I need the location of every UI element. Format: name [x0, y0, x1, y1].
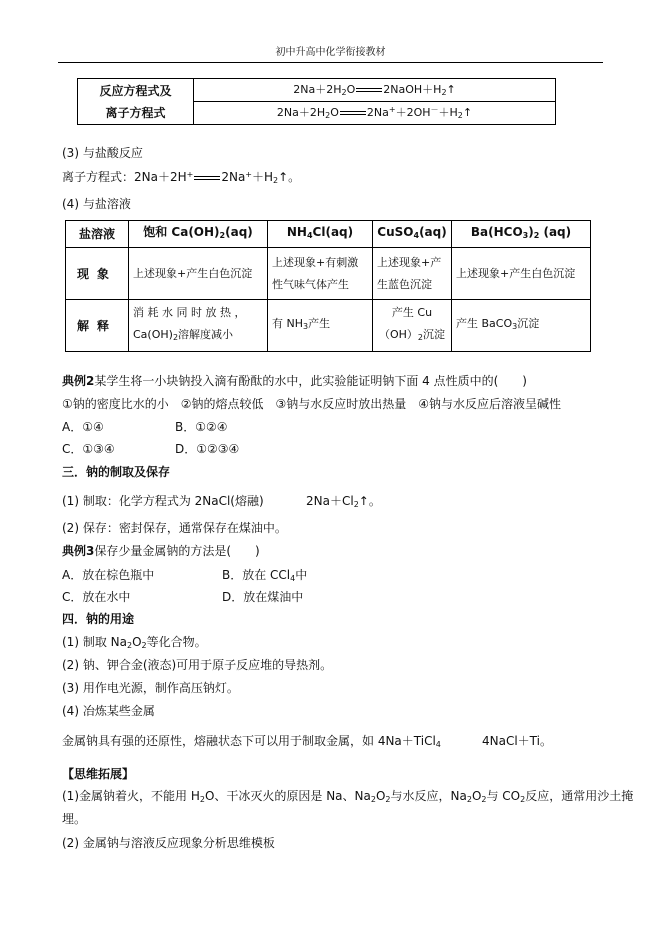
think-item-1-cont: 埋。: [62, 812, 87, 826]
col-header-bahco3: Ba(HCO3)2 (aq): [452, 221, 591, 248]
row-header-line1: 反应方程式及: [99, 83, 172, 98]
section-prep-heading: 三．钠的制取及保存: [62, 465, 171, 479]
storage-text: (2) 保存：密封保存，通常保存在煤油中。: [62, 521, 287, 535]
page-header-title: 初中升高中化学衔接教材: [275, 47, 386, 58]
row-header-phenomenon: 现象: [66, 248, 129, 300]
header-divider: [58, 62, 603, 63]
metal-reduction-text: 金属钠具有强的还原性，熔融状态下可以用于制取金属，如 4Na＋TiCl4: [62, 734, 441, 749]
col-header-cuso4: CuSO4(aq): [373, 221, 452, 248]
equation-table: [77, 78, 556, 125]
cell-phenomenon-cuso4: 上述现象+产 生蓝色沉淀: [373, 248, 452, 300]
metal-reduction-products: 4NaCl＋Ti。: [482, 734, 552, 748]
example3-option-c: C．放在水中: [62, 590, 131, 604]
use-item-1: (1) 制取 Na2O2等化合物。: [62, 635, 207, 650]
use-item-4: (4) 冶炼某些金属: [62, 704, 155, 718]
example2-option-b: B．①②④: [175, 420, 228, 434]
prep-equation-products: 2Na＋Cl2↑。: [306, 494, 381, 509]
example3-option-a: A．放在棕色瓶中: [62, 568, 155, 582]
cell-explanation-cuso4: 产生 Cu （OH）2沉淀: [373, 300, 452, 352]
section-use-heading: 四．钠的用途: [62, 612, 135, 626]
example3-option-b: B．放在 CCl4中: [222, 568, 308, 583]
cell-phenomenon-nh4cl: 上述现象+有刺激 性气味气体产生: [268, 248, 373, 300]
example2-option-d: D．①②③④: [175, 442, 240, 456]
col-header-caoh2: 饱和 Ca(OH)2(aq): [129, 221, 268, 248]
prep-equation: (1) 制取：化学方程式为 2NaCl(熔融): [62, 494, 264, 508]
example2-statements: ①钠的密度比水的小 ②钠的熔点较低 ③钠与水反应时放出热量 ④钠与水反应后溶液呈碱性: [62, 397, 562, 411]
row-header-line2: 离子方程式: [105, 105, 166, 120]
example2-option-a: A．①④: [62, 420, 104, 434]
ionic-equation: 2Na＋2H2O 2Na+＋2OH－＋H2↑: [194, 102, 556, 125]
think-item-1: (1)金属钠着火，不能用 H2O、干冰灭火的原因是 Na、Na2O2与水反应，Na2O2与 CO2反应，通常用沙土掩: [62, 789, 634, 804]
example2-option-c: C．①③④: [62, 442, 115, 456]
hcl-ionic-equation: 离子方程式：2Na＋2H+ 2Na+＋H2↑。: [62, 170, 301, 185]
use-item-2: (2) 钠、钾合金(液态)可用于原子反应堆的导热剂。: [62, 658, 333, 672]
cell-phenomenon-bahco3: 上述现象+产生白色沉淀: [452, 248, 591, 300]
col-header-salt: 盐溶液: [66, 221, 129, 248]
row-header-explanation: 解释: [66, 300, 129, 352]
think-item-2: (2) 金属钠与溶液反应现象分析思维模板: [62, 836, 275, 850]
section-salt-heading: (4) 与盐溶液: [62, 197, 131, 211]
think-heading: 【思维拓展】: [62, 767, 135, 781]
section-hcl-heading: (3) 与盐酸反应: [62, 146, 143, 160]
equation-row-header: [78, 79, 194, 125]
cell-explanation-bahco3: 产生 BaCO3沉淀: [452, 300, 591, 352]
use-item-3: (3) 用作电光源，制作高压钠灯。: [62, 681, 239, 695]
salt-solution-table: [65, 220, 591, 352]
example2-question: 典例2某学生将一小块钠投入滴有酚酞的水中，此实验能证明钠下面 4 点性质中的( ): [62, 374, 527, 388]
col-header-nh4cl: NH4Cl(aq): [268, 221, 373, 248]
example3-option-d: D．放在煤油中: [222, 590, 304, 604]
cell-phenomenon-caoh2: 上述现象+产生白色沉淀: [129, 248, 268, 300]
cell-explanation-nh4cl: 有 NH3产生: [268, 300, 373, 352]
example3-question: 典例3保存少量金属钠的方法是( ): [62, 544, 260, 558]
chem-equation: 2Na＋2H2O 2NaOH＋H2↑: [194, 79, 556, 102]
cell-explanation-caoh2: 消 耗 水 同 时 放 热 ， Ca(OH)2溶解度减小: [129, 300, 268, 352]
